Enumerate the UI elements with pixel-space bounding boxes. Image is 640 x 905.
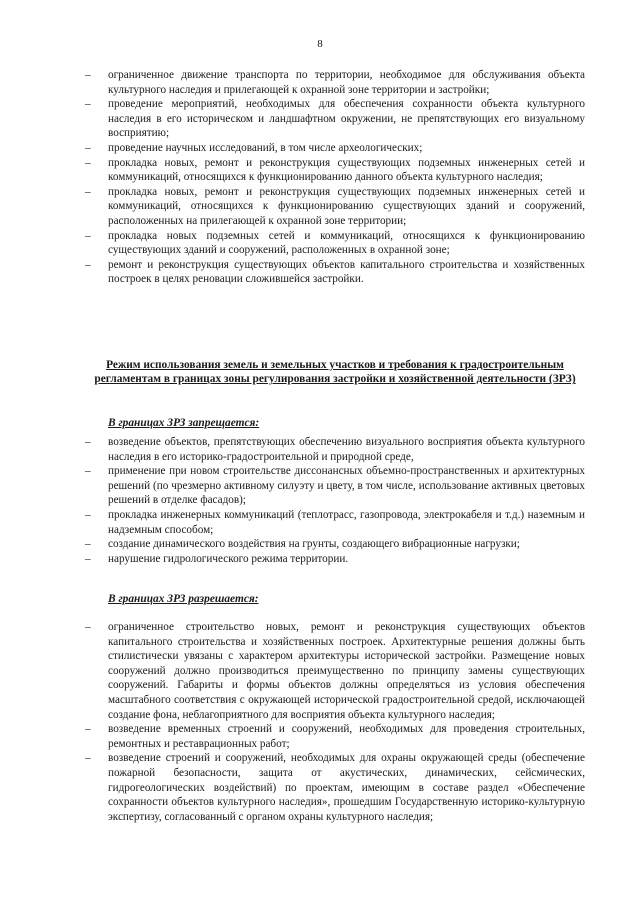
list-item-text: прокладка новых подземных сетей и коммуникаций, относящихся к функционированию существующих зданий и сооружений, расположенных в охранной зоне; — [108, 229, 585, 257]
list-dash: – — [85, 508, 91, 521]
list-item-text: ограниченное строительство новых, ремонт и реконструкция существующих объектов капитального строительства и хозяйственных построек. Архитектурные решения должны быть стилистически увязаны с характером архитектуры исторической застройки. Размещение новых сооружений должно производиться преимущественно по принципу замены существующих сооружений. Габариты и формы объектов должны определяться из условия обеспечения масштабного соответствия с окружающей исторической градостроительной средой, исключающей создание фона, неблагоприятного для восприятия объекта культурного наследия; — [108, 621, 585, 721]
list-item — [85, 97, 585, 141]
list-item — [85, 620, 585, 722]
list-item — [85, 508, 585, 537]
list-item — [85, 68, 585, 97]
list-item-text: создание динамического воздействия на грунты, создающего вибрационные нагрузки; — [108, 538, 520, 551]
list-dash: – — [85, 258, 91, 271]
list-dash: – — [85, 436, 91, 448]
list-zrz-forbidden — [85, 435, 585, 566]
list-item — [85, 552, 585, 567]
list-item-text: возведение временных строений и сооружений, необходимых для проведения строительных, ремонтных и реставрационных работ; — [108, 723, 585, 750]
list-item-text: прокладка новых, ремонт и реконструкция существующих подземных инженерных сетей и коммуникаций, относящихся к функционированию существующих зданий и сооружений, расположенных на прилегающей к охранной зоне территории; — [108, 185, 585, 227]
list-item-text: проведение научных исследований, в том числе археологических; — [108, 141, 423, 154]
list-dash: – — [85, 98, 91, 111]
list-dash: – — [85, 465, 91, 478]
list-dash: – — [85, 69, 91, 81]
list-item-text: прокладка новых, ремонт и реконструкция существующих подземных инженерных сетей и коммуникаций, относящихся к функционированию данного объекта культурного наследия; — [108, 156, 585, 184]
list-item-text: возведение строений и сооружений, необходимых для охраны окружающей среды (обеспечение пожарной безопасности, защита от акустических, динамических, сейсмических, гидрогеологических воздействий) по проектам, имеющим в составе раздел «Обеспечение сохранности объектов культурного наследия», прошедшим Государственную историко-культурную экспертизу, согласованный с органом охраны культурного наследия; — [108, 752, 585, 823]
subheading-forbidden: В границах ЗРЗ запрещается: — [108, 417, 260, 429]
list-dash: – — [85, 621, 91, 633]
list-item — [85, 156, 585, 185]
list-item-text: ремонт и реконструкция существующих объектов капитального строительства и хозяйственных построек в целях реновации сложившейся застройки. — [108, 258, 585, 286]
list-item-text: прокладка инженерных коммуникаций (теплотрасс, газопровода, электрокабеля и т.д.) наземным и надземным способом; — [108, 508, 585, 536]
list-zrz-allowed — [85, 620, 585, 824]
list-item — [85, 258, 585, 287]
list-protection-zone-allowed — [85, 68, 585, 287]
list-dash: – — [85, 538, 91, 551]
list-dash: – — [85, 723, 91, 736]
section-heading: Режим использования земель и земельных участков и требования к градостроительным регламентам в границах зоны регулирования застройки и хозяйственной деятельности (ЗРЗ) — [94, 359, 576, 386]
list-item-text: ограниченное движение транспорта по территории, необходимое для обслуживания объекта культурного наследия и прилегающей к охранной зоне территории и застройки; — [108, 69, 585, 96]
list-item — [85, 435, 585, 464]
list-dash: – — [85, 185, 91, 198]
list-item — [85, 141, 585, 156]
list-item-text: проведение мероприятий, необходимых для обеспечения сохранности объекта культурного наследия в его историческом и ландшафтном окружении, не препятствующих его визуальному восприятию; — [108, 98, 585, 140]
list-item — [85, 537, 585, 552]
page-number: 8 — [317, 38, 323, 50]
list-dash: – — [85, 752, 91, 765]
list-item-text: нарушение гидрологического режима территории. — [108, 552, 349, 565]
list-item-text: применение при новом строительстве диссонансных объемно-пространственных и архитектурных решений (по чрезмерно активному силуэту и цвету, в том числе, использование активных цветовых решений в отделке фасадов); — [108, 465, 585, 507]
list-dash: – — [85, 229, 91, 242]
list-item — [85, 722, 585, 751]
list-item — [85, 185, 585, 229]
subheading-allowed: В границах ЗРЗ разрешается: — [108, 593, 259, 605]
list-item-text: возведение объектов, препятствующих обеспечению визуального восприятия объекта культурного наследия в его историко-градостроительной и природной среде, — [108, 436, 585, 463]
list-item — [85, 751, 585, 824]
list-item — [85, 464, 585, 508]
list-dash: – — [85, 156, 91, 169]
list-item — [85, 229, 585, 258]
list-dash: – — [85, 552, 91, 565]
list-dash: – — [85, 141, 91, 154]
